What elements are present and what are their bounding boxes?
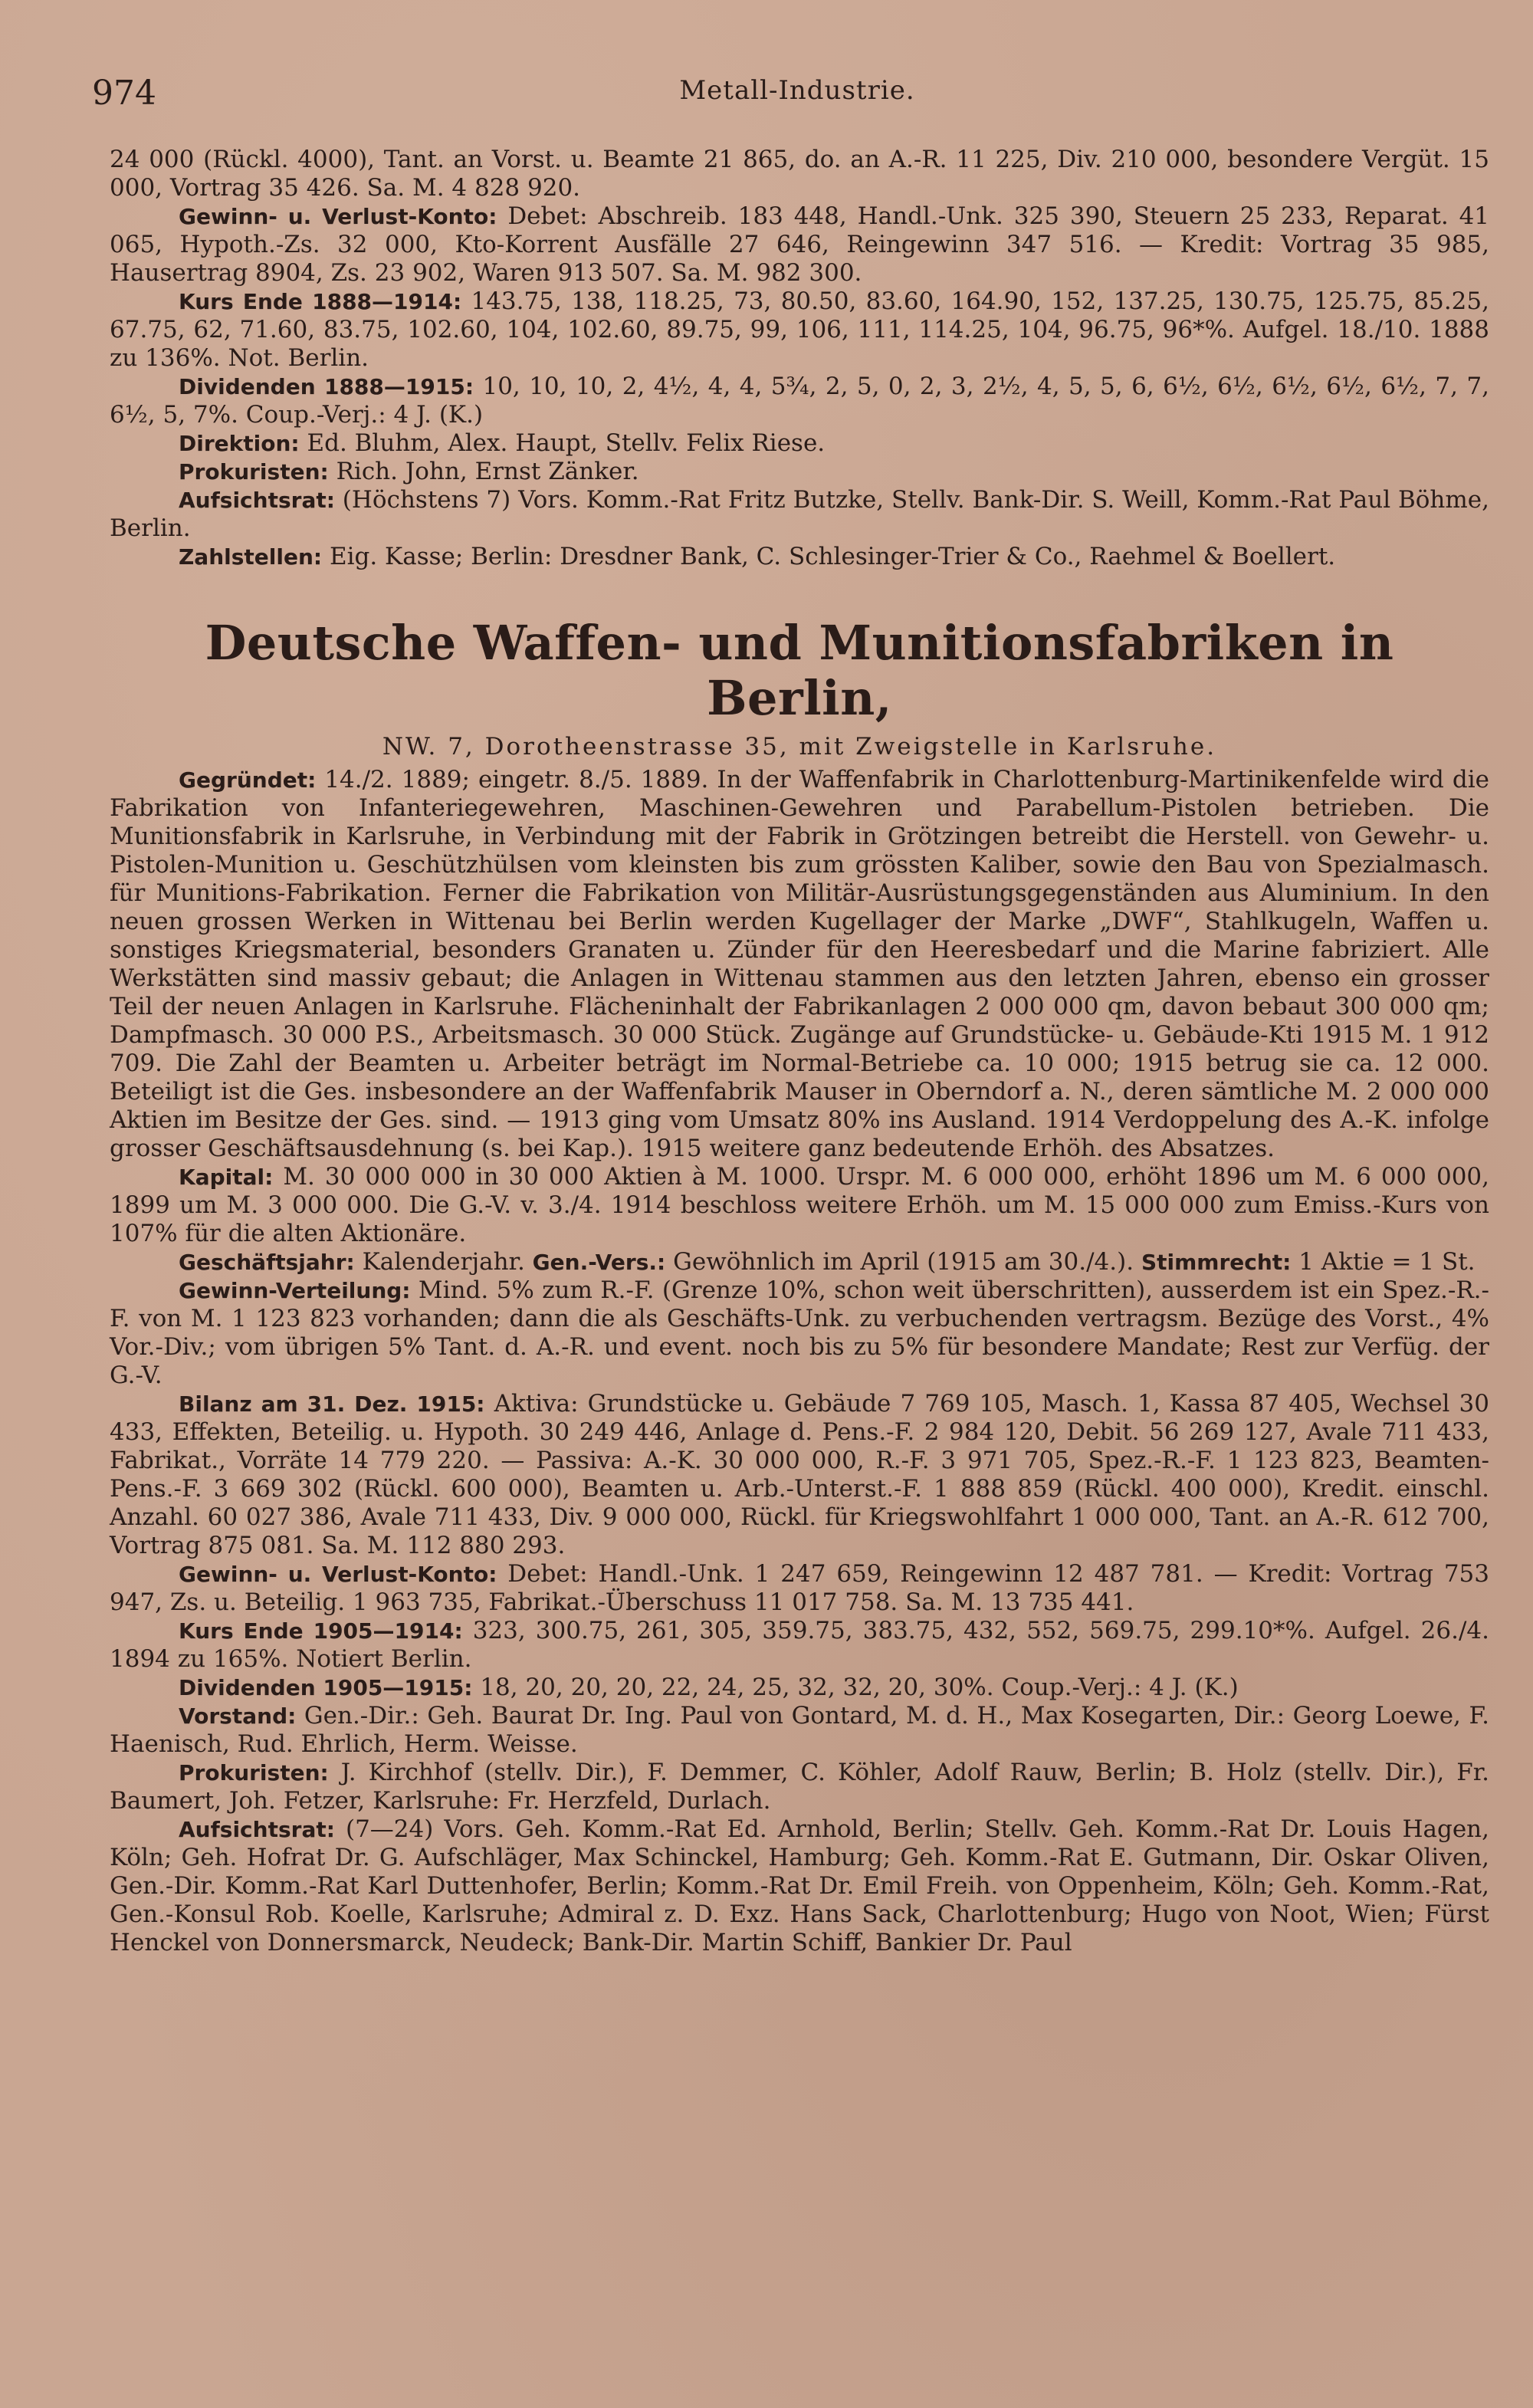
guv-text: Debet: Handl.-Unk. 1 247 659, Reingewinn 12 487 781. — Kredit: Vortrag 753 947, Zs. u. Beteilig. 1 963 735, Fabrikat.-Überschuss 11 017 758. Sa. M. 13 735 441. xyxy=(110,1560,1490,1616)
page-number: 974 xyxy=(92,74,156,113)
prev-guv-text: Debet: Abschreib. 183 448, Handl.-Unk. 325 390, Steuern 25 233, Reparat. 41 065, Hypoth.-Zs. 32 000, Kto-Korrent Ausfälle 27 646, Reingewinn 347 516. — Kredit: Vortrag 35 985, Hausertrag 8904, Zs. 23 902, Waren 913 507. Sa. M. 982 300. xyxy=(110,202,1490,287)
kurs-text: 323, 300.75, 261, 305, 359.75, 383.75, 432, 552, 569.75, 299.10*%. Aufgel. 26./4. 1894 zu 165%. Notiert Berlin. xyxy=(110,1617,1489,1673)
stimm-text: 1 Aktie = 1 St. xyxy=(1298,1248,1476,1276)
prev-dir-text: Ed. Bluhm, Alex. Haupt, Stellv. Felix Riese. xyxy=(307,429,826,457)
bilanz xyxy=(110,1390,1489,1560)
vorst-label: Vorstand: xyxy=(179,1703,297,1729)
gegr-text: 14./2. 1889; eingetr. 8./5. 1889. In der Waffenfabrik in Charlottenburg-Martinikenfelde wird die Fabrikation von Infanteriegewehren, Maschinen-Gewehren und Parabellum-Pistolen betrieben. Die Munitionsfabrik in Karlsruhe, in Verbindung mit der Fabrik in Grötzingen betreibt die Herstell. von Gewehr- u. Pistolen-Munition u. Geschützhülsen vom kleinsten bis zum grössten Kaliber, sowie den Bau von Spezialmasch. für Munitions-Fabrikation. Ferner die Fabrikation von Militär-Ausrüstungsgegenständen aus Aluminium. In den neuen grossen Werken in Wittenau bei Berlin werden Kugellager der Marke „DWF“, Stahlkugeln, Waffen u. sonstiges Kriegsmaterial, besonders Granaten u. Zünder für den Heeresbedarf und die Marine fabriziert. Alle Werkstätten sind massiv gebaut; die Anlagen in Wittenau stammen aus den letzten Jahren, ebenso ein grosser Teil der neuen Anlagen in Karlsruhe. Flächeninhalt der Fabrikanlagen 2 000 000 qm, davon bebaut 300 000 qm; Dampfmasch. 30 000 P.S., Arbeitsmasch. 30 000 Stück. Zugänge auf Grundstücke- u. Gebäude-Kti 1915 M. 1 912 709. Die Zahl der Beamten u. Arbeiter beträgt im Normal-Betriebe ca. 10 000; 1915 betrug sie ca. 12 000. Beteiligt ist die Ges. insbesondere an der Waffenfabrik Mauser in Oberndorf a. N., deren sämtliche M. 2 000 000 Aktien im Besitze der Ges. sind. — 1913 ging vom Umsatz 80% ins Ausland. 1914 Verdoppelung des A.-K. infolge grosser Geschäftsausdehnung (s. bei Kap.). 1915 weitere ganz bedeutende Erhöh. des Absatzes. xyxy=(110,766,1489,1162)
gj-text: Kalenderjahr. xyxy=(362,1248,525,1276)
prev-dir-label: Direktion: xyxy=(179,431,300,456)
running-title: Metall-Industrie. xyxy=(679,75,915,106)
ar-label: Aufsichtsrat: xyxy=(179,1817,335,1842)
kap-text: M. 30 000 000 in 30 000 Aktien à M. 1000. Urspr. M. 6 000 000, erhöht 1896 um M. 6 000 000, 1899 um M. 3 000 000. Die G.-V. v. 3./4. 1914 beschloss weitere Erhöh. um M. 15 000 000 zum Emiss.-Kurs von 107% für die alten Aktionäre. xyxy=(110,1163,1489,1247)
guv-label: Gewinn- u. Verlust-Konto: xyxy=(179,1562,497,1587)
prev-guv-label: Gewinn- u. Verlust-Konto: xyxy=(179,204,497,229)
div-text: 18, 20, 20, 20, 22, 24, 25, 32, 32, 20, 30%. Coup.-Verj.: 4 J. (K.) xyxy=(480,1674,1239,1701)
company-address: NW. 7, Dorotheenstrasse 35, mit Zweigstelle in Karlsruhe. xyxy=(382,733,1217,761)
gegr-label: Gegründet: xyxy=(179,767,317,793)
gewv-label: Gewinn-Verteilung: xyxy=(179,1278,411,1303)
bil-text: Aktiva: Grundstücke u. Gebäude 7 769 105, Masch. 1, Kassa 87 405, Wechsel 30 433, Effekten, Beteilig. u. Hypoth. 30 249 446, Anlage d. Pens.-F. 2 984 120, Debit. 56 269 127, Avale 711 433, Fabrikat., Vorräte 14 779 220. — Passiva: A.-K. 30 000 000, R.-F. 3 971 705, Spez.-R.-F. 1 123 823, Beamten-Pens.-F. 3 669 302 (Rückl. 600 000), Beamten u. Arb.-Unterst.-F. 1 888 859 (Rückl. 400 000), Kredit. einschl. Anzahl. 60 027 386, Avale 711 433, Div. 9 000 000, Rückl. für Kriegswohlfahrt 1 000 000, Tant. an A.-R. 612 700, Vortrag 875 081. Sa. M. 112 880 293. xyxy=(110,1390,1489,1559)
div-label: Dividenden 1905—1915: xyxy=(179,1675,473,1700)
prok-text: J. Kirchhof (stellv. Dir.), F. Demmer, C. Köhler, Adolf Rauw, Berlin; B. Holz (stellv. Dir.), Fr. Baumert, Joh. Fetzer, Karlsruhe: Fr. Herzfeld, Durlach. xyxy=(110,1759,1490,1815)
prev-ar-label: Aufsichtsrat: xyxy=(179,488,335,513)
prev-aufsichtsrat xyxy=(110,486,1489,543)
aufsichtsrat xyxy=(110,1815,1489,1957)
prev-zahlstellen xyxy=(110,543,1489,571)
dividenden xyxy=(110,1674,1489,1702)
prev-ar-text: (Höchstens 7) Vors. Komm.-Rat Fritz Butzke, Stellv. Bank-Dir. S. Weill, Komm.-Rat Paul Böhme, Berlin. xyxy=(110,486,1489,542)
kurs-label: Kurs Ende 1905—1914: xyxy=(179,1618,463,1644)
gv-label: Gen.-Vers.: xyxy=(532,1250,666,1275)
prev-kurs-label: Kurs Ende 1888—1914: xyxy=(179,289,462,314)
vorstand xyxy=(110,1702,1489,1759)
prokuristen xyxy=(110,1759,1489,1815)
vorst-text: Gen.-Dir.: Geh. Baurat Dr. Ing. Paul von Gontard, M. d. H., Max Kosegarten, Dir.: Georg Loewe, F. Haenisch, Rud. Ehrlich, Herm. Weisse. xyxy=(110,1702,1489,1758)
page-body xyxy=(110,146,1489,1957)
prev-dividenden xyxy=(110,373,1489,429)
prev-kurs-text: 143.75, 138, 118.25, 73, 80.50, 83.60, 164.90, 152, 137.25, 130.75, 125.75, 85.25, 67.75, 62, 71.60, 83.75, 102.60, 104, 102.60, 89.75, 99, 106, 111, 114.25, 104, 96.75, 96*%. Aufgel. 18./10. 1888 zu 136%. Not. Berlin. xyxy=(110,287,1489,372)
prev-guv xyxy=(110,202,1489,287)
gewv-text: Mind. 5% zum R.-F. (Grenze 10%, schon weit überschritten), ausserdem ist ein Spez.-R.-F. von M. 1 123 823 vorhanden; dann die als Geschäfts-Unk. zu verbuchenden vertragsm. Bezüge des Vorst., 4% Vor.-Div.; vom übrigen 5% Tant. d. A.-R. und event. noch bis zu 5% für besondere Mandate; Rest zur Verfüg. der G.-V. xyxy=(110,1276,1489,1389)
prev-prok-label: Prokuristen: xyxy=(179,459,329,485)
prev-direktion xyxy=(110,429,1489,458)
page-header xyxy=(92,74,1502,120)
ar-text: (7—24) Vors. Geh. Komm.-Rat Ed. Arnhold, Berlin; Stellv. Geh. Komm.-Rat Dr. Louis Hagen, Köln; Geh. Hofrat Dr. G. Aufschläger, Max Schinckel, Hamburg; Geh. Komm.-Rat E. Gutmann, Dir. Oskar Oliven, Gen.-Dir. Komm.-Rat Karl Duttenhofer, Berlin; Komm.-Rat Dr. Emil Freih. von Oppenheim, Köln; Geh. Komm.-Rat, Gen.-Konsul Rob. Koelle, Karlsruhe; Admiral z. D. Exz. Hans Sack, Charlottenburg; Hugo von Noot, Wien; Fürst Henckel von Donnersmarck, Neudeck; Bank-Dir. Martin Schiff, Bankier Dr. Paul xyxy=(110,1815,1489,1956)
bil-label: Bilanz am 31. Dez. 1915: xyxy=(179,1391,485,1417)
kurs xyxy=(110,1617,1489,1674)
geschaeftsjahr xyxy=(110,1248,1489,1276)
prev-bilanz-continued: 24 000 (Rückl. 4000), Tant. an Vorst. u. Beamte 21 865, do. an A.-R. 11 225, Div. 210 000, besondere Vergüt. 15 000, Vortrag 35 426. Sa. M. 4 828 920. xyxy=(110,146,1489,202)
prev-div-text: 10, 10, 10, 2, 4½, 4, 4, 5¾, 2, 5, 0, 2, 3, 2½, 4, 5, 5, 6, 6½, 6½, 6½, 6½, 6½, 7, 7, 6½, 5, 7%. Coup.-Verj.: 4 J. (K.) xyxy=(110,373,1489,429)
kap-label: Kapital: xyxy=(179,1165,274,1190)
guv xyxy=(110,1560,1489,1617)
stimm-label: Stimmrecht: xyxy=(1141,1250,1292,1275)
prev-div-label: Dividenden 1888—1915: xyxy=(179,374,474,399)
prev-prok-text: Rich. John, Ernst Zänker. xyxy=(336,458,639,485)
gegruendet xyxy=(110,766,1489,1163)
gewinn-verteilung xyxy=(110,1276,1489,1390)
gv-text: Gewöhnlich im April (1915 am 30./4.). xyxy=(673,1248,1134,1276)
prev-prokuristen xyxy=(110,458,1489,486)
prev-kurs xyxy=(110,287,1489,373)
prev-zahl-label: Zahlstellen: xyxy=(179,544,323,570)
company-title: Deutsche Waffen- und Munitionsfabriken in Berlin, xyxy=(205,615,1394,726)
kapital xyxy=(110,1163,1489,1248)
prok-label: Prokuristen: xyxy=(179,1760,329,1785)
gj-label: Geschäftsjahr: xyxy=(179,1250,355,1275)
prev-zahl-text: Eig. Kasse; Berlin: Dresdner Bank, C. Schlesinger-Trier & Co., Raehmel & Boellert. xyxy=(329,543,1336,570)
